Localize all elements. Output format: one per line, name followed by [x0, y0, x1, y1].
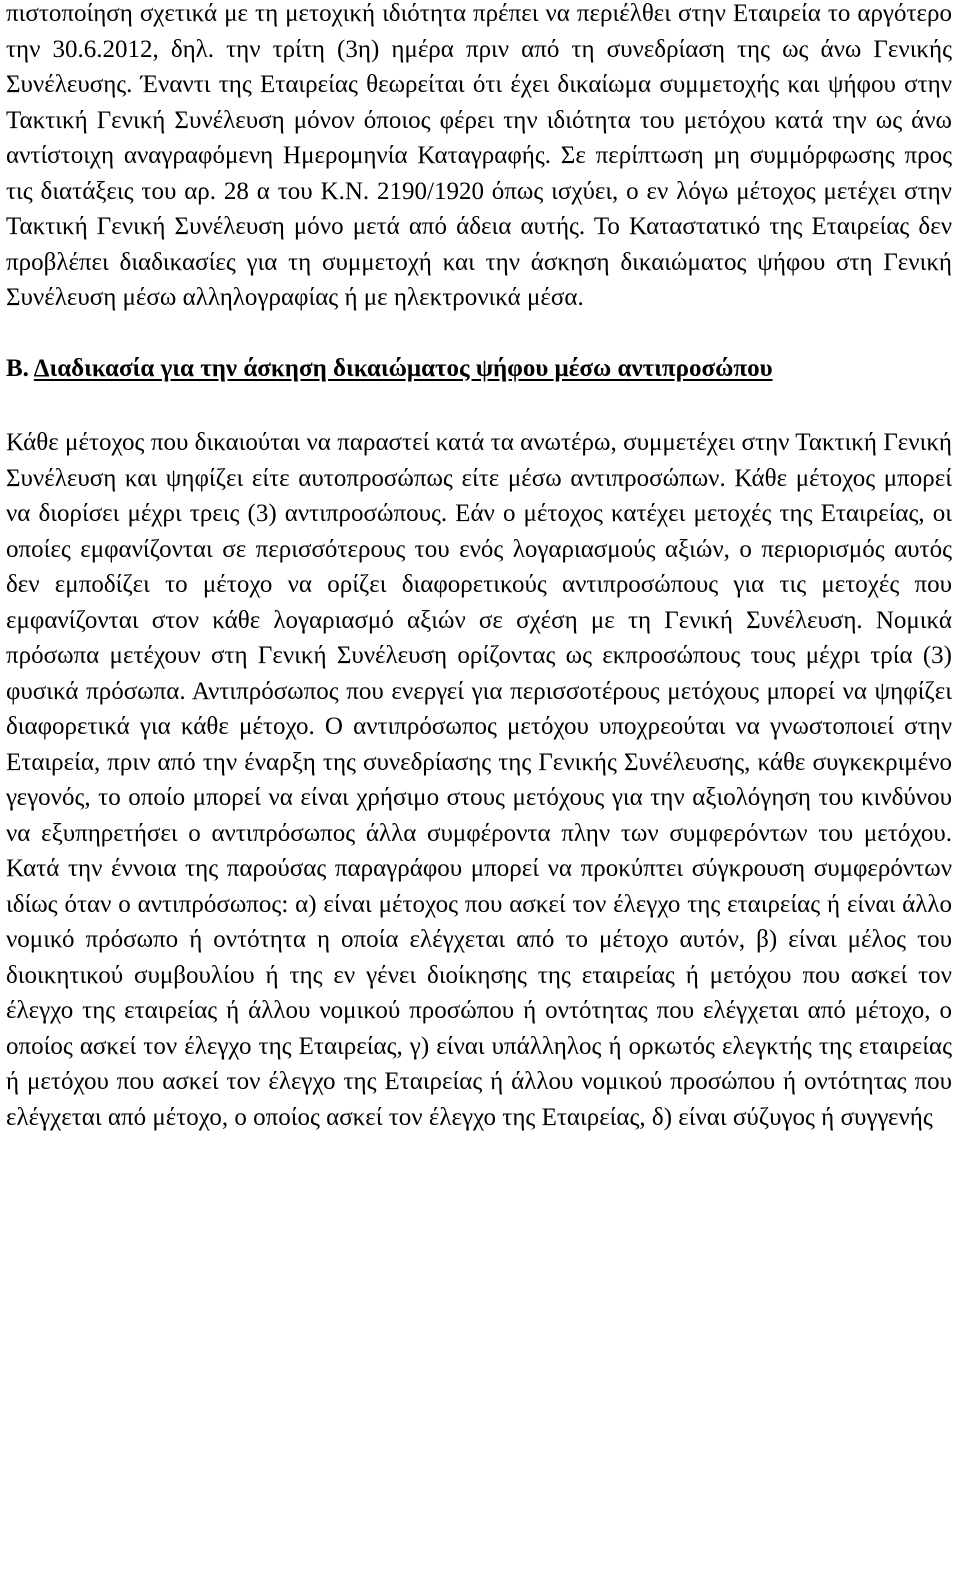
section-heading: [6, 351, 952, 387]
body-paragraph-record-date: πιστοποίηση σχετικά με τη μετοχική ιδιότητα πρέπει να περιέλθει στην Εταιρεία το αργότερο την 30.6.2012, δηλ. την τρίτη (3η) ημέρα πριν από τη συνεδρίαση της ως άνω Γενικής Συνέλευσης. Έναντι της Εταιρείας θεωρείται ότι έχει δικαίωμα συμμετοχής και ψήφου στην Τακτική Γενική Συνέλευση μόνον όποιος φέρει την ιδιότητα του μετόχου κατά την ως άνω αντίστοιχη αναγραφόμενη Ημερομηνία Καταγραφής. Σε περίπτωση μη συμμόρφωσης προς τις διατάξεις του αρ. 28 α του Κ.Ν. 2190/1920 όπως ισχύει, ο εν λόγω μέτοχος μετέχει στην Τακτική Γενική Συνέλευση μόνο μετά από άδεια αυτής. Το Καταστατικό της Εταιρείας δεν προβλέπει διαδικασίες για τη συμμετοχή και την άσκηση δικαιώματος ψήφου στη Γενική Συνέλευση μέσω αλληλογραφίας ή με ηλεκτρονικά μέσα.: [6, 0, 952, 311]
section-heading-title: Διαδικασία για την άσκηση δικαιώματος ψήφου μέσω αντιπροσώπου: [33, 354, 773, 382]
body-paragraph-proxy-voting: Κάθε μέτοχος που δικαιούται να παραστεί κατά τα ανωτέρω, συμμετέχει στην Τακτική Γενική Συνέλευση και ψηφίζει είτε αυτοπροσώπως είτε μέσω αντιπροσώπων. Κάθε μέτοχος μπορεί να διορίσει μέχρι τρεις (3) αντιπροσώπους. Εάν ο μέτοχος κατέχει μετοχές της Εταιρείας, οι οποίες εμφανίζονται σε περισσότερους του ενός λογαριασμούς αξιών, ο περιορισμός αυτός δεν εμποδίζει το μέτοχο να ορίζει διαφορετικούς αντιπροσώπους για τις μετοχές που εμφανίζονται στον κάθε λογαριασμό αξιών σε σχέση με τη Γενική Συνέλευση. Νομικά πρόσωπα μετέχουν στη Γενική Συνέλευση ορίζοντας ως εκπροσώπους τους μέχρι τρία (3) φυσικά πρόσωπα. Αντιπρόσωπος που ενεργεί για περισσοτέρους μετόχους μπορεί να ψηφίζει διαφορετικά για κάθε μέτοχο. Ο αντιπρόσωπος μετόχου υποχρεούται να γνωστοποιεί στην Εταιρεία, πριν από την έναρξη της συνεδρίασης της Γενικής Συνέλευσης, κάθε συγκεκριμένο γεγονός, το οποίο μπορεί να είναι χρήσιμο στους μετόχους για την αξιολόγηση του κινδύνου να εξυπηρετήσει ο αντιπρόσωπος άλλα συμφέροντα πλην των συμφερόντων του μετόχου. Κατά την έννοια της παρούσας παραγράφου μπορεί να προκύπτει σύγκρουση συμφερόντων ιδίως όταν ο αντιπρόσωπος: α) είναι μέτοχος που ασκεί τον έλεγχο της εταιρείας ή είναι άλλο νομικό πρόσωπο ή οντότητα η οποία ελέγχεται από το μέτοχο αυτόν, β) είναι μέλος του διοικητικού συμβουλίου ή της εν γένει διοίκησης της εταιρείας ή μετόχου που ασκεί τον έλεγχο της εταιρείας ή άλλου νομικού προσώπου ή οντότητας που ελέγχεται από μέτοχο, ο οποίος ασκεί τον έλεγχο της Εταιρείας, γ) είναι υπάλληλος ή ορκωτός ελεγκτής της εταιρείας ή μετόχου που ασκεί τον έλεγχο της Εταιρείας ή άλλου νομικού προσώπου ή οντότητας που ελέγχεται από μέτοχο, ο οποίος ασκεί τον έλεγχο της Εταιρείας, δ) είναι σύζυγος ή συγγενής: [6, 429, 952, 1131]
section-heading-prefix: Β.: [6, 354, 34, 382]
